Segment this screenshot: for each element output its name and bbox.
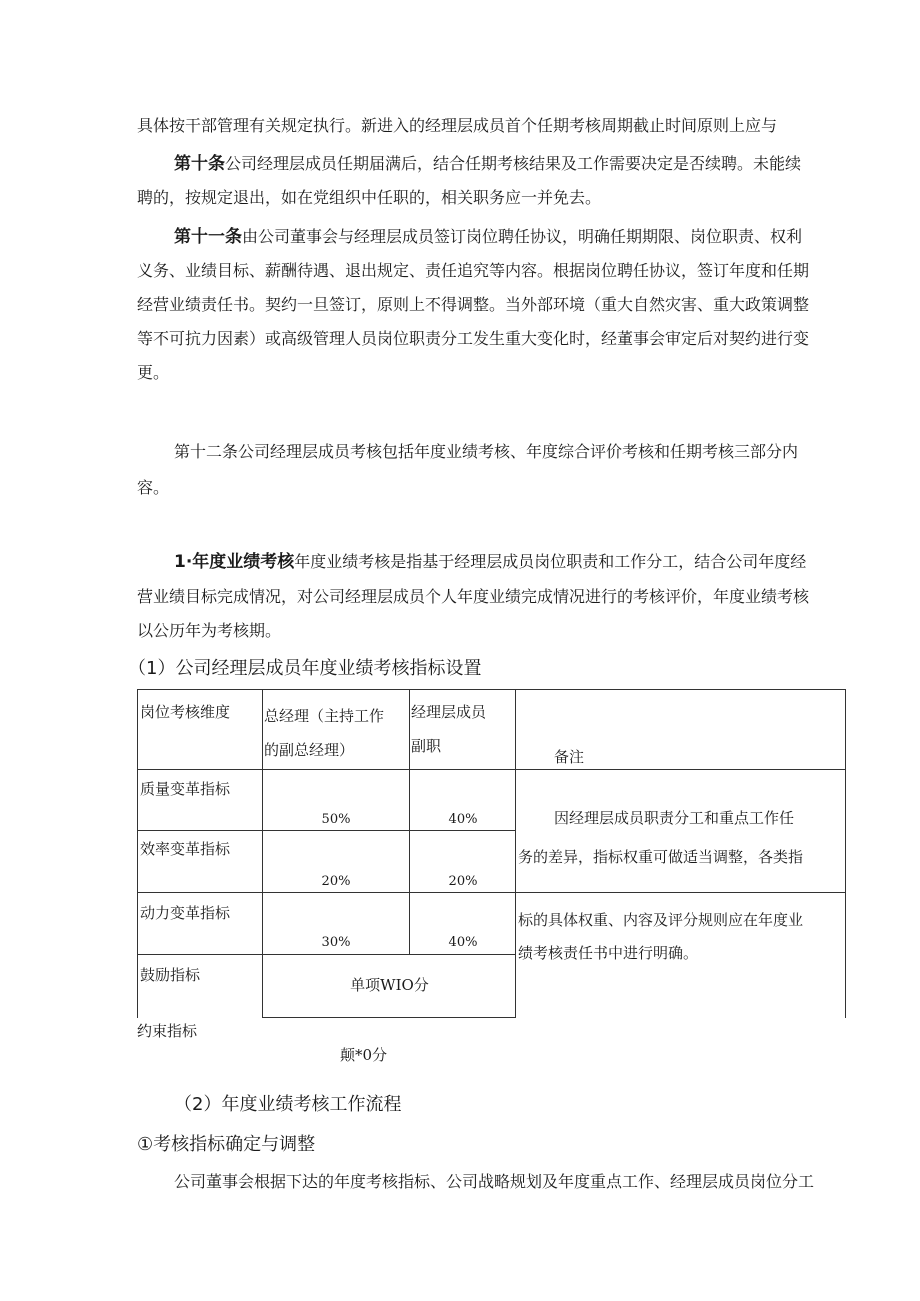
header-deputy-line1: 经理层成员 bbox=[411, 703, 487, 721]
article-10-line2: 聘的，按规定退出，如在党组织中任职的，相关职务应一并免去。 bbox=[137, 188, 602, 207]
article-11-line3: 经营业绩责任书。契约一旦签订，原则上不得调整。当外部环境（重大自然灾害、重大政策调整 bbox=[137, 295, 810, 314]
row-efficiency-label: 效率变革指标 bbox=[140, 840, 231, 858]
article-10-text: 公司经理层成员任期届满后，结合任期考核结果及工作需要决定是否续聘。未能续 bbox=[225, 154, 802, 173]
article-11 bbox=[174, 223, 802, 251]
header-deputy-line2: 副职 bbox=[411, 737, 442, 755]
table-rule-row2 bbox=[137, 892, 846, 893]
remark-line2: 务的差异，指标权重可做适当调整，各类指 bbox=[518, 848, 804, 866]
article-12-line1: 第十二条公司经理层成员考核包括年度业绩考核、年度综合评价考核和任期考核三部分内 bbox=[174, 442, 799, 461]
section-1 bbox=[174, 548, 806, 576]
table-rule-right bbox=[845, 689, 846, 1018]
remark-line3: 标的具体权重、内容及评分规则应在年度业 bbox=[518, 911, 804, 929]
table-rule-header-bottom bbox=[137, 769, 846, 770]
row-power-deputy: 40% bbox=[448, 935, 478, 950]
table-rule-top bbox=[137, 689, 846, 690]
section-1-line3: 以公历年为考核期。 bbox=[137, 621, 282, 640]
table-rule-col4 bbox=[515, 689, 516, 1018]
table-rule-bottom bbox=[262, 1017, 516, 1018]
section-1-line2: 营业绩目标完成情况，对公司经理层成员个人年度业绩完成情况进行的考核评价，年度业绩考核 bbox=[137, 587, 810, 606]
table-rule-row1 bbox=[137, 830, 515, 831]
last-paragraph-line: 公司董事会根据下达的年度考核指标、公司战略规划及年度重点工作、经理层成员岗位分工 bbox=[174, 1172, 815, 1191]
article-11-heading: 第十一条 bbox=[174, 227, 242, 247]
header-gm-line1: 总经理（主持工作 bbox=[264, 707, 385, 725]
article-10 bbox=[174, 150, 801, 178]
row-quality-gm: 50% bbox=[321, 812, 351, 827]
row-efficiency-gm: 20% bbox=[321, 874, 351, 889]
constraint-value: 颠*0分 bbox=[340, 1046, 388, 1064]
section-2-heading: （2）年度业绩考核工作流程 bbox=[174, 1094, 402, 1115]
article-11-line2: 义务、业绩目标、薪酬待遇、退出规定、责任追究等内容。根据岗位聘任协议，签订年度和任期 bbox=[137, 261, 810, 280]
header-dimension: 岗位考核维度 bbox=[140, 703, 231, 721]
row-quality-label: 质量变革指标 bbox=[140, 780, 231, 798]
section-2-1-heading: ①考核指标确定与调整 bbox=[137, 1134, 316, 1155]
article-10-heading: 第十条 bbox=[174, 154, 225, 174]
row-power-label: 动力变革指标 bbox=[140, 904, 231, 922]
article-12-line2: 容。 bbox=[137, 478, 170, 497]
row-quality-deputy: 40% bbox=[448, 812, 478, 827]
table-rule-left bbox=[137, 689, 138, 1018]
article-11-line4: 等不可抗力因素）或高级管理人员岗位职责分工发生重大变化时，经董事会审定后对契约进行变 bbox=[137, 329, 810, 348]
row-incentive-value: 单项WIO分 bbox=[350, 976, 429, 994]
section-1-heading: 1·年度业绩考核 bbox=[174, 552, 295, 572]
row-efficiency-deputy: 20% bbox=[448, 874, 478, 889]
remark-line1: 因经理层成员职责分工和重点工作任 bbox=[554, 809, 795, 827]
article-11-line5: 更。 bbox=[137, 363, 170, 382]
header-remark: 备注 bbox=[554, 748, 585, 766]
table-title: （1）公司经理层成员年度业绩考核指标设置 bbox=[128, 658, 482, 679]
section-1-text: 年度业绩考核是指基于经理层成员岗位职责和工作分工，结合公司年度经 bbox=[294, 552, 807, 571]
paragraph-continuation: 具体按干部管理有关规定执行。新进入的经理层成员首个任期考核周期截止时间原则上应与 bbox=[137, 116, 778, 135]
remark-line4: 绩考核责任书中进行明确。 bbox=[518, 944, 699, 962]
row-power-gm: 30% bbox=[321, 935, 351, 950]
table-rule-row3 bbox=[137, 954, 515, 955]
table-rule-col2 bbox=[262, 689, 263, 1018]
constraint-label: 约束指标 bbox=[137, 1022, 198, 1040]
row-incentive-label: 鼓励指标 bbox=[140, 966, 201, 984]
article-11-text: 由公司董事会与经理层成员签订岗位聘任协议，明确任期期限、岗位职责、权利 bbox=[242, 227, 803, 246]
header-gm-line2: 的副总经理） bbox=[264, 741, 355, 759]
